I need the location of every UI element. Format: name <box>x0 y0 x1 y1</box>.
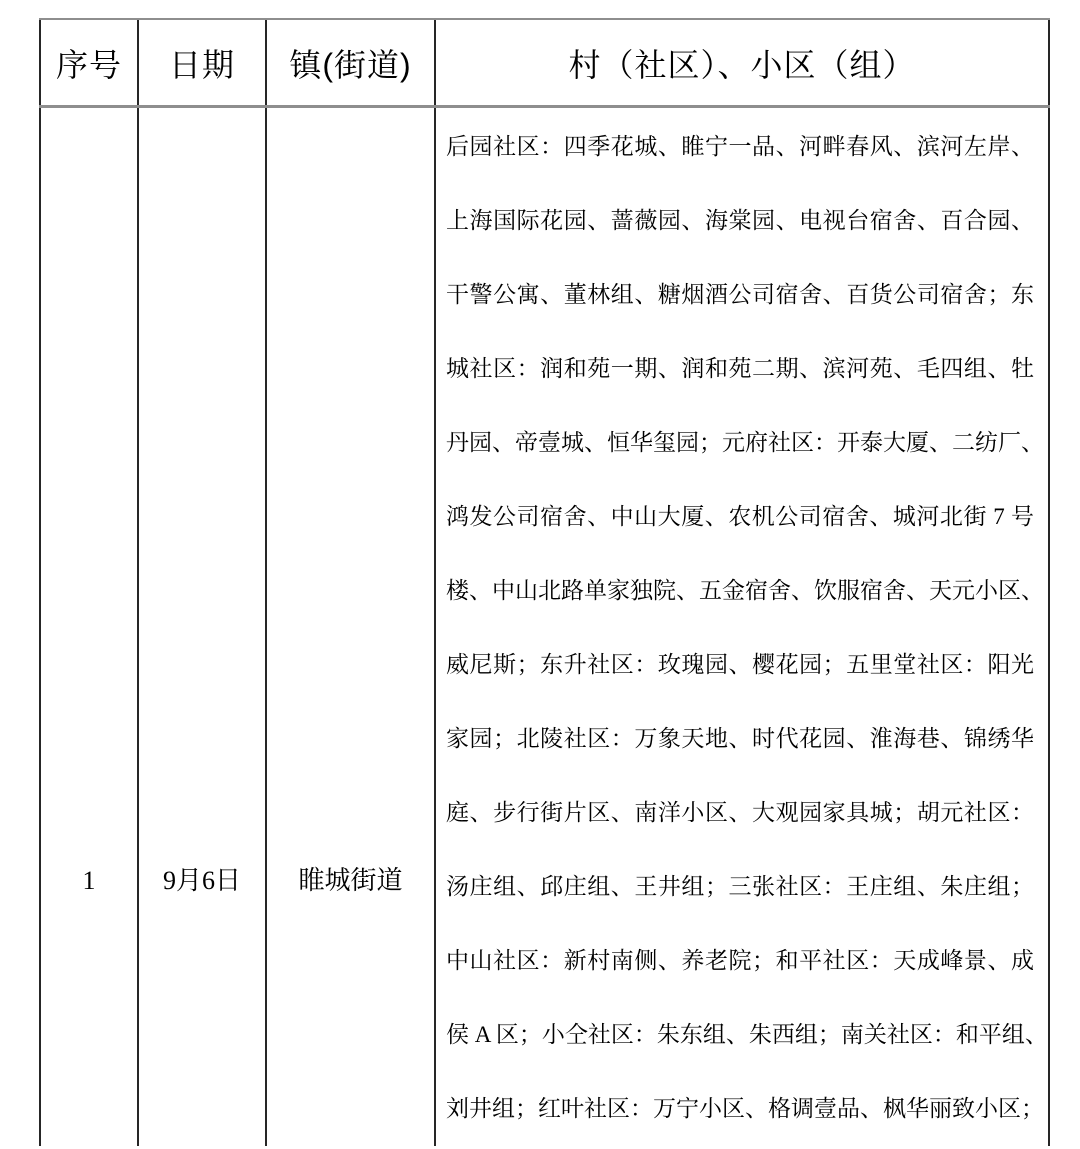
communities-line: 丹园、帝壹城、恒华玺园；元府社区：开泰大厦、二纺厂、 <box>446 430 1044 455</box>
communities-line: 汤庄组、邱庄组、王井组；三张社区：王庄组、朱庄组； <box>446 874 1034 899</box>
header-cell-town: 镇(街道) <box>265 20 434 105</box>
communities-line: 上海国际花园、蔷薇园、海棠园、电视台宿舍、百合园、 <box>446 208 1034 233</box>
communities-line: 侯 A 区；小仝社区：朱东组、朱西组；南关社区：和平组、 <box>446 1022 1048 1047</box>
header-cell-date: 日期 <box>137 20 265 105</box>
cell-communities <box>434 108 1050 1146</box>
communities-line: 刘井组；红叶社区：万宁小区、格调壹品、枫华丽致小区； <box>446 1096 1044 1121</box>
cell-date <box>137 108 265 1146</box>
communities-line: 庭、步行街片区、南洋小区、大观园家具城；胡元社区： <box>446 800 1034 825</box>
communities-line: 中山社区：新村南侧、养老院；和平社区：天成峰景、成 <box>446 948 1034 973</box>
communities-line: 干警公寓、董林组、糖烟酒公司宿舍、百货公司宿舍；东 <box>446 282 1034 307</box>
cell-town <box>265 108 434 1146</box>
schedule-table <box>39 18 1050 1149</box>
communities-line: 楼、中山北路单家独院、五金宿舍、饮服宿舍、天元小区、 <box>446 578 1044 603</box>
cell-index <box>39 108 137 1146</box>
communities-line: 鸿发公司宿舍、中山大厦、农机公司宿舍、城河北街 7 号 <box>446 504 1034 529</box>
communities-line: 后园社区：四季花城、睢宁一品、河畔春风、滨河左岸、 <box>446 134 1034 159</box>
communities-line: 城社区：润和苑一期、润和苑二期、滨河苑、毛四组、牡 <box>446 356 1034 381</box>
row-date-value: 9月6日 <box>162 866 241 895</box>
communities-line: 家园；北陵社区：万象天地、时代花园、淮海巷、锦绣华 <box>446 726 1034 751</box>
table-row <box>39 108 1050 1146</box>
row-town-value: 睢城街道 <box>298 866 403 895</box>
communities-line: 威尼斯；东升社区：玫瑰园、樱花园；五里堂社区：阳光 <box>446 652 1034 677</box>
row-index-value: 1 <box>82 866 96 895</box>
header-cell-index: 序号 <box>39 20 137 105</box>
header-cell-communities: 村（社区）、小区（组） <box>434 20 1050 105</box>
table-header-row <box>39 20 1050 108</box>
